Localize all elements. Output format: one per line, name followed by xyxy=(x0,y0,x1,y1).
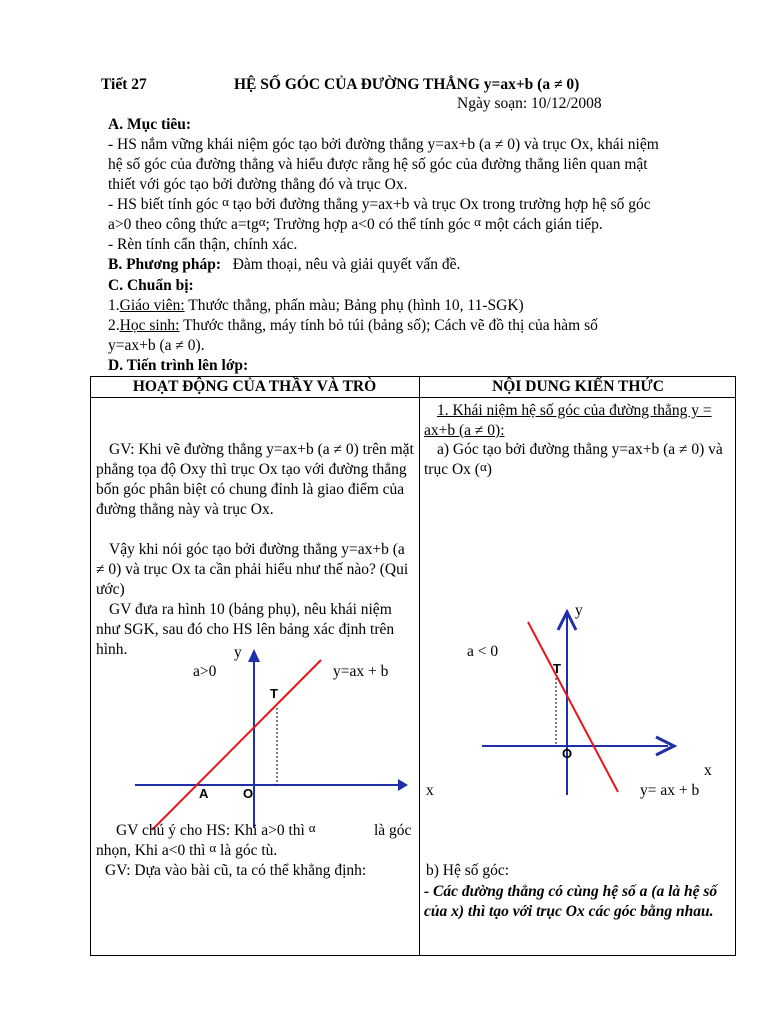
graph1-condition: a>0 xyxy=(193,663,217,680)
line-y-ax-b xyxy=(152,660,321,830)
graph2-point-o: O xyxy=(562,746,573,761)
left-paragraph-5: GV: Dựa vào bài cũ, ta có thể khẳng định: xyxy=(105,862,367,879)
left-paragraph-2: Vậy khi nói góc tạo bởi đường thẳng y=ax+b (a ≠ 0) và trục Ox ta cần phải hiểu như thế nào? (Qui ước) xyxy=(96,541,409,598)
objective-line-2: hệ số góc của đường thẳng và hiểu được rằng hệ số góc của đường thẳng liên quan mật xyxy=(108,156,648,173)
x-axis-arrow-icon xyxy=(398,779,408,791)
prep-student-cont: y=ax+b (a ≠ 0). xyxy=(108,337,205,354)
section-d-heading: D. Tiến trình lên lớp: xyxy=(108,357,249,374)
graph2-point-t: T xyxy=(553,661,561,676)
graph2-x-label-left: x xyxy=(426,782,434,799)
objective-line-3: thiết với góc tạo bởi đường thẳng đó và trục Ox. xyxy=(108,176,408,193)
graph2-x-label-right: x xyxy=(704,762,712,779)
lesson-number: Tiết 27 xyxy=(101,76,147,93)
objective-line-5: a>0 theo công thức a=tgα; Trường hợp a<0 có thể tính góc α một cách gián tiếp. xyxy=(108,214,603,233)
graph-negative-slope xyxy=(470,600,700,800)
col-header-content: NỘI DUNG KIẾN THỨC xyxy=(492,378,664,395)
alpha-symbol: α xyxy=(474,214,481,229)
graph1-point-t: T xyxy=(270,686,278,701)
prep-student: 2.Học sinh: Thước thẳng, máy tính bỏ túi (bảng số); Cách vẽ đồ thị của hàm số xyxy=(108,317,598,334)
section-a-heading: A. Mục tiêu: xyxy=(108,116,192,133)
prepared-date: Ngày soạn: 10/12/2008 xyxy=(457,95,602,112)
objective-line-4: - HS biết tính góc α tạo bởi đường thẳng y=ax+b và trục Ox trong trường hợp hệ số góc xyxy=(108,194,651,213)
graph1-point-a: A xyxy=(199,786,209,801)
section-c-heading: C. Chuẩn bị: xyxy=(108,277,194,294)
col-header-activities: HOẠT ĐỘNG CỦA THẦY VÀ TRÒ xyxy=(132,378,377,395)
content-a: a) Góc tạo bởi đường thẳng y=ax+b (a ≠ 0) và trục Ox (α) xyxy=(424,441,723,478)
content-b-text: - Các đường thẳng có cùng hệ số a (a là hệ số của x) thì tạo với trục Ox các góc bằng nhau. xyxy=(424,883,718,920)
left-note-line-1: GV chú ý cho HS: Khi a>0 thì α xyxy=(116,820,316,839)
line-y-ax-b xyxy=(528,622,618,792)
page-title: HỆ SỐ GÓC CỦA ĐƯỜNG THẲNG y=ax+b (a ≠ 0) xyxy=(234,76,580,93)
left-paragraph-3: GV đưa ra hình 10 (bảng phụ), nêu khái niệm như SGK, sau đó cho HS lên bảng xác định trên hình. xyxy=(96,601,395,658)
graph2-condition: a < 0 xyxy=(467,643,499,660)
section-b-text: Đàm thoại, nêu và giải quyết vấn đề. xyxy=(232,256,461,273)
section-b xyxy=(108,256,460,274)
prep-teacher: 1.Giáo viên: Thước thẳng, phấn màu; Bảng phụ (hình 10, 11-SGK) xyxy=(108,297,524,314)
graph1-equation: y=ax + b xyxy=(333,663,389,680)
section-b-heading: B. Phương pháp: xyxy=(108,256,222,273)
alpha-symbol: α xyxy=(308,820,316,835)
graph1-point-o: O xyxy=(243,786,254,801)
objective-line-6: - Rèn tính cẩn thận, chính xác. xyxy=(108,236,298,253)
objective-line-1: - HS nắm vững khái niệm góc tạo bởi đường thẳng y=ax+b (a ≠ 0) và trục Ox, khái niệm xyxy=(108,136,659,153)
table-header-divider xyxy=(90,397,736,398)
y-axis-arrow-icon xyxy=(248,649,260,662)
alpha-symbol: α xyxy=(222,194,229,209)
content-b-heading: b) Hệ số góc: xyxy=(426,862,510,879)
left-paragraph-1: GV: Khi vẽ đường thẳng y=ax+b (a ≠ 0) trên mặt phẳng tọa độ Oxy thì trục Ox tạo với đường thẳng bốn góc phân biệt có chung đỉnh là giao điểm của đường thẳng này và trục Ox. xyxy=(96,441,414,518)
graph2-y-label: y xyxy=(575,602,583,619)
graph1-y-label: y xyxy=(234,644,242,661)
left-note-line-2: nhọn, Khi a<0 thì α là góc tù. xyxy=(96,840,278,859)
graph2-equation: y= ax + b xyxy=(640,782,700,799)
left-note-tail: là góc xyxy=(374,822,412,839)
content-heading-1: 1. Khái niệm hệ số góc của đường thẳng y = ax+b (a ≠ 0): xyxy=(424,402,712,439)
alpha-symbol: α xyxy=(258,214,266,229)
alpha-symbol: α xyxy=(209,840,217,855)
alpha-symbol: α xyxy=(479,459,487,474)
